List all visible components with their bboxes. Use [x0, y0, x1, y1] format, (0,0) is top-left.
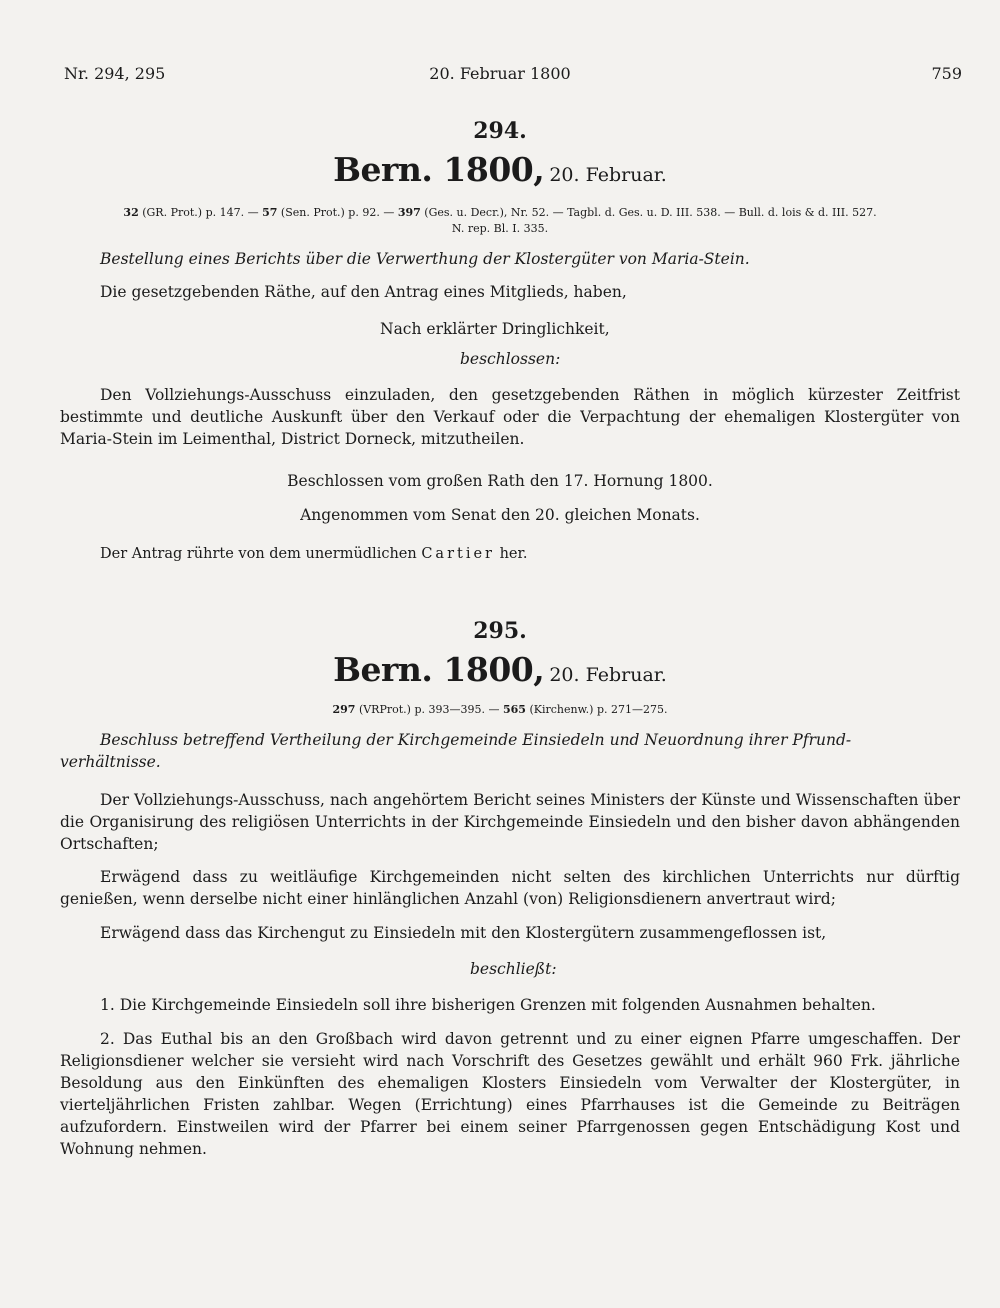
doc294-references-line2: N. rep. Bl. I. 335. [451, 222, 549, 235]
doc294-references [0, 206, 1000, 219]
running-header-left: Nr. 294, 295 [64, 64, 166, 83]
doc294-note-suffix: her. [494, 546, 528, 562]
doc295-ref-number: 565 [502, 703, 526, 716]
doc295-title [0, 650, 1000, 689]
doc294-ref-number: 397 [397, 206, 421, 219]
doc295-heading-line2: verhältnisse. [60, 753, 161, 771]
doc295-references [0, 703, 1000, 716]
doc294-title [0, 150, 1000, 189]
doc294-date: 20. Februar. [549, 164, 667, 186]
doc294-decided-senate: Angenommen vom Senat den 20. gleichen Monats. [300, 506, 700, 524]
doc295-heading-line1: Beschluss betreffend Vertheilung der Kirchgemeinde Einsiedeln und Neuordnung ihrer Pfrund- [100, 731, 852, 749]
doc295-date: 20. Februar. [549, 664, 667, 686]
doc295-resolved: beschließt: [470, 960, 557, 978]
doc295-number: 295. [473, 618, 527, 644]
doc294-ref-number: 57 [262, 206, 278, 219]
doc294-note-name: Cartier [421, 546, 495, 562]
doc295-ref-text: (Kirchenw.) p. 271—275. [525, 703, 668, 716]
page-number: 759 [931, 64, 962, 83]
doc295-para-3: Erwägend dass das Kirchengut zu Einsiedeln mit den Klostergütern zusammengeflossen ist, [100, 924, 827, 942]
doc295-item-1: 1. Die Kirchgemeinde Einsiedeln soll ihre bisherigen Grenzen mit folgenden Ausnahmen behalten. [100, 996, 876, 1014]
doc294-number: 294. [473, 118, 527, 144]
doc295-place-year: Bern. 1800, [333, 650, 545, 689]
doc294-place-year: Bern. 1800, [333, 150, 545, 189]
doc295-para-2: Erwägend dass zu weitläufige Kirchgemeinden nicht selten des kirchlichen Unterrichts nur dürftig genießen, wenn derselbe nicht einer hinlänglichen Anzahl (von) Religionsdienern anvertraut wird; [60, 868, 960, 908]
doc294-heading: Bestellung eines Berichts über die Verwerthung der Klostergüter von Maria-Stein. [100, 250, 750, 268]
doc294-intro: Die gesetzgebenden Räthe, auf den Antrag eines Mitglieds, haben, [100, 283, 627, 301]
running-header-center: 20. Februar 1800 [429, 64, 571, 83]
doc294-ref-text: (GR. Prot.) p. 147. — [138, 206, 263, 219]
doc294-urgency: Nach erklärter Dringlichkeit, [380, 320, 610, 338]
doc294-note [100, 546, 527, 562]
doc294-decided-council: Beschlossen vom großen Rath den 17. Hornung 1800. [287, 472, 713, 490]
doc294-ref-text: (Sen. Prot.) p. 92. — [277, 206, 398, 219]
doc295-ref-text: (VRProt.) p. 393—395. — [355, 703, 503, 716]
doc294-body: Den Vollziehungs-Ausschuss einzuladen, den gesetzgebenden Räthen in möglich kürzester Zeitfrist bestimmte und deutliche Auskunft über den Verkauf oder die Verpachtung der ehemaligen Klostergüter von Maria-Stein im Leimenthal, District Dorneck, mitzutheilen. [60, 386, 960, 448]
doc294-note-prefix: Der Antrag rührte von dem unermüdlichen [100, 546, 422, 562]
doc294-ref-text: (Ges. u. Decr.), Nr. 52. — Tagbl. d. Ges. u. D. III. 538. — Bull. d. lois & d. III. 527. [420, 206, 877, 219]
doc295-item-2: 2. Das Euthal bis an den Großbach wird davon getrennt und zu einer eignen Pfarre umgeschaffen. Der Religionsdiener welcher sie versieht wird nach Vorschrift des Gesetzes gewählt und erhält 960 Frk. jährliche Besoldung aus den Einkünften des ehemaligen Klosters Einsiedeln vom Verwalter der Klostergüter, in vierteljährlichen Fristen zahlbar. Wegen (Errichtung) eines Pfarrhauses ist die Gemeinde zu Beiträgen aufzufordern. Einstweilen wird der Pfarrer bei einem seiner Pfarrgenossen gegen Entschädigung Kost und Wohnung nehmen. [60, 1030, 960, 1158]
doc295-para-1: Der Vollziehungs-Ausschuss, nach angehörtem Bericht seines Ministers der Künste und Wissenschaften über die Organisirung des religiösen Unterrichts in der Kirchgemeinde Einsiedeln und den bisher davon abhängenden Ortschaften; [60, 791, 960, 853]
doc295-ref-number: 297 [332, 703, 356, 716]
doc294-resolved: beschlossen: [460, 350, 561, 368]
doc294-ref-number: 32 [123, 206, 139, 219]
